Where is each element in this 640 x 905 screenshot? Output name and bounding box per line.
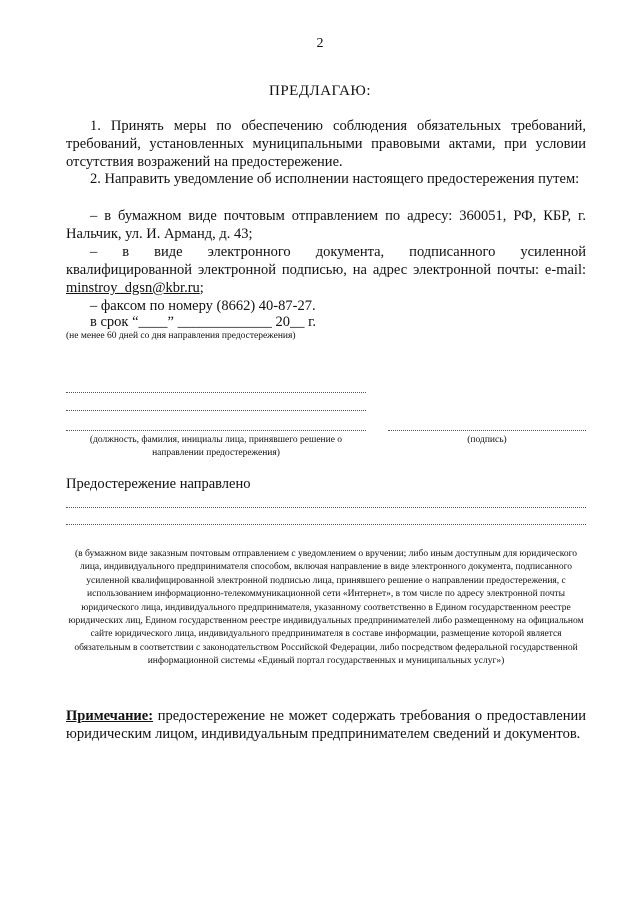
signature-line bbox=[388, 430, 586, 431]
remark-text: предостережение не может содержать требования о предоставлении юридическим лицом, индивидуальным предпринимателем сведений и документов. bbox=[66, 708, 586, 742]
proposal-item-1: 1. Принять меры по обеспечению соблюдения обязательных требований, требований, установленных муниципальными правовыми актами, при условии отсутствия возражений на предостережение. bbox=[66, 118, 586, 170]
sent-line-1 bbox=[66, 507, 586, 508]
method-electronic-text: – в виде электронного документа, подписанного усиленной квалифицированной электронной подписью, на адрес электронной почты: e-mail: bbox=[66, 244, 586, 278]
position-caption: (должность, фамилия, инициалы лица, принявшего решение о направлении предостережения) bbox=[89, 435, 343, 458]
remark-paragraph bbox=[66, 707, 586, 743]
sent-method-note: (в бумажном виде заказным почтовым отправлением с уведомлением о вручении; либо иным доступным для юридического лица, индивидуального предпринимателя способом, включая направление в виде электронного документа, подписанного усиленной квалифицированной электронной подписью лица, принявшего решение о направлении предостережения, с использованием информационно-телекоммуникационной сети «Интернет», в том числе по адресу электронной почты юридического лица, индивидуального предпринимателя, указанному соответственно в Едином государственном реестре юридических лиц, Едином государственном реестре индивидуальных предпринимателей либо размещенному на официальном сайте юридического лица, индивидуального предпринимателя в составе информации, размещение которой является обязательным в соответствии с законодательством Российской Федерации, либо посредством федеральной государственной информационной системы «Единый портал государственных и муниципальных услуг») bbox=[68, 549, 584, 667]
deadline-line: в срок “____” _____________ 20__ г. bbox=[90, 314, 317, 330]
proposal-item-2: 2. Направить уведомление об исполнении настоящего предостережения путем: bbox=[90, 171, 580, 187]
method-electronic-end: ; bbox=[199, 280, 204, 296]
proposal-heading: ПРЕДЛАГАЮ: bbox=[268, 83, 372, 99]
deadline-note: (не менее 60 дней со дня направления предостережения) bbox=[66, 331, 296, 341]
method-fax: – факсом по номеру (8662) 40-87-27. bbox=[90, 298, 316, 314]
sent-line-2 bbox=[66, 524, 586, 525]
method-post: – в бумажном виде почтовым отправлением по адресу: 360051, РФ, КБР, г. Нальчик, ул. И. Арманд, д. 43; bbox=[66, 208, 586, 242]
page-number: 2 bbox=[316, 36, 324, 51]
method-electronic bbox=[66, 243, 586, 297]
position-line-1 bbox=[66, 392, 366, 393]
remark-label: Примечание: bbox=[66, 708, 154, 724]
email-link[interactable]: minstroy_dgsn@kbr.ru bbox=[66, 280, 200, 296]
position-line-2 bbox=[66, 410, 366, 411]
sent-label: Предостережение направлено bbox=[66, 476, 251, 492]
position-line-3 bbox=[66, 430, 366, 431]
signature-caption: (подпись) bbox=[467, 435, 507, 445]
